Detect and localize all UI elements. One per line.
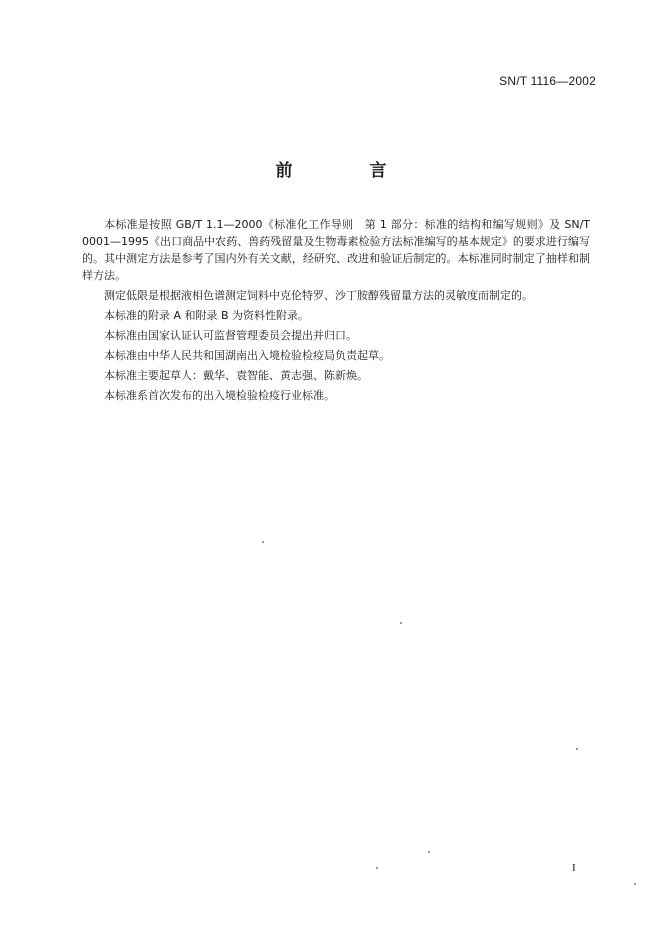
- paragraph-drafters: 本标准主要起草人：戴华、袁智能、黄志强、陈新焕。: [104, 369, 368, 382]
- paragraph-drafting-basis: 本标准是按照 GB/T 1.1—2000《标准化工作导则 第 1 部分：标准的结构和编写规则》及 SN/T 0001—1995《出口商品中农药、兽药残留量及生物毒素检验方法标准编写的基本规定》的要求进行编写的。其中测定方法是参考了国内外有关文献，经研究、改进和验证后制定的。本标准同时制定了抽样和制样方法。: [82, 218, 590, 282]
- scan-speck: [428, 851, 430, 853]
- paragraph-detection-limit: 测定低限是根据液相色谱测定饲料中克伦特罗、沙丁胺醇残留量方法的灵敏度而制定的。: [104, 289, 533, 302]
- scan-speck: [400, 622, 402, 624]
- paragraph-appendix: 本标准的附录 A 和附录 B 为资料性附录。: [104, 309, 310, 322]
- foreword-body: [82, 216, 590, 407]
- standard-code: SN/T 1116—2002: [499, 74, 596, 88]
- scan-speck: [634, 883, 636, 885]
- scan-speck: [262, 541, 264, 543]
- paragraph-proposer: 本标准由国家认证认可监督管理委员会提出并归口。: [104, 329, 357, 342]
- paragraph-first-release: 本标准系首次发布的出入境检验检疫行业标准。: [104, 389, 335, 402]
- paragraph-drafting-unit: 本标准由中华人民共和国湖南出入境检验检疫局负责起草。: [104, 349, 390, 362]
- scan-speck: [376, 867, 378, 869]
- scan-speck: [576, 748, 578, 750]
- page-number: I: [572, 862, 576, 874]
- page-title: 前 言: [275, 161, 417, 181]
